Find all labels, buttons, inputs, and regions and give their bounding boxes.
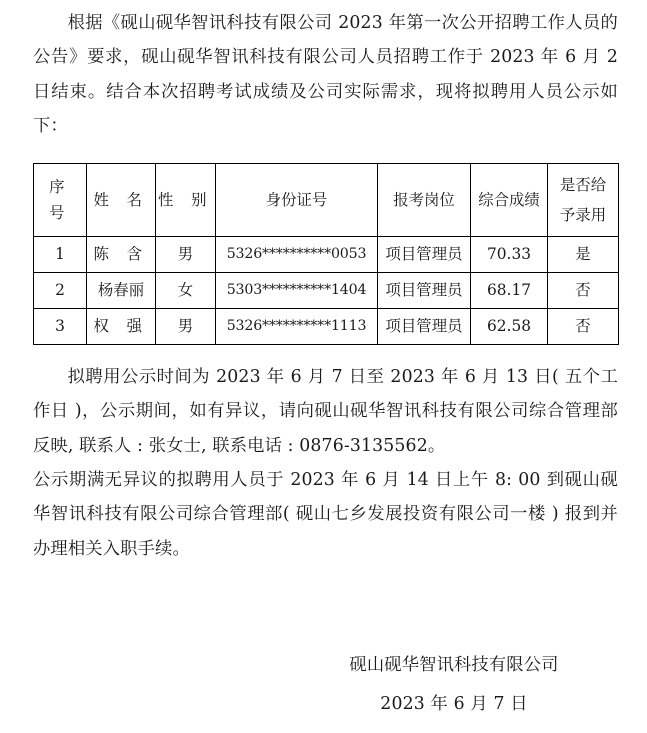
signature-organization: 砚山砚华智讯科技有限公司 — [349, 655, 559, 675]
cell-score: 62.58 — [471, 309, 548, 345]
cell-name: 陈 含 — [87, 237, 156, 273]
cell-post: 项目管理员 — [378, 237, 471, 273]
cell-seq: 1 — [34, 237, 87, 273]
cell-score: 70.33 — [471, 237, 548, 273]
table-header-row — [34, 164, 619, 237]
reporting-instructions-paragraph: 公示期满无异议的拟聘用人员于 2023 年 6 月 14 日上午 8: 00 到砚山砚华智讯科技有限公司综合管理部( 砚山七乡发展投资有限公司一楼 ) 报到并办理相关入职手续。 — [33, 470, 618, 559]
cell-gender: 男 — [156, 309, 216, 345]
notice-period-paragraph: 拟聘用公示时间为 2023 年 6 月 7 日至 2023 年 6 月 13 日( 五个工作日 )，公示期间，如有异议，请向砚山砚华智讯科技有限公司综合管理部反映, 联系人 : 张女士, 联系电话 : 0876-3135562。 — [33, 367, 618, 456]
candidates-table — [33, 163, 619, 345]
cell-name: 杨春丽 — [87, 273, 156, 309]
signature-date: 2023 年 6 月 7 日 — [380, 694, 528, 714]
cell-hire: 否 — [548, 309, 619, 345]
cell-gender: 女 — [156, 273, 216, 309]
intro-paragraph: 根据《砚山砚华智讯科技有限公司 2023 年第一次公开招聘工作人员的公告》要求，砚山砚华智讯科技有限公司人员招聘工作于 2023 年 6 月 2 日结束。结合本次招聘考试成绩及公司实际需求，现将拟聘用人员公示如下： — [33, 13, 618, 137]
cell-id-number: 5326**********1113 — [216, 309, 378, 345]
cell-post: 项目管理员 — [378, 309, 471, 345]
cell-id-number: 5326**********0053 — [216, 237, 378, 273]
table-row — [34, 237, 619, 273]
column-header-hire — [548, 164, 619, 237]
cell-hire: 否 — [548, 273, 619, 309]
column-header-id-number: 身份证号 — [216, 164, 378, 237]
column-header-post: 报考岗位 — [378, 164, 471, 237]
cell-seq: 3 — [34, 309, 87, 345]
cell-post: 项目管理员 — [378, 273, 471, 309]
column-header-hire-line1: 是否给 — [559, 176, 607, 194]
table-row — [34, 309, 619, 345]
column-header-name: 姓 名 — [87, 164, 156, 237]
cell-hire: 是 — [548, 237, 619, 273]
column-header-score: 综合成绩 — [471, 164, 548, 237]
candidates-table-wrapper — [33, 163, 618, 345]
table-row — [34, 273, 619, 309]
cell-gender: 男 — [156, 237, 216, 273]
cell-id-number: 5303**********1404 — [216, 273, 378, 309]
cell-seq: 2 — [34, 273, 87, 309]
cell-score: 68.17 — [471, 273, 548, 309]
cell-name: 权 强 — [87, 309, 156, 345]
column-header-hire-line2: 予录用 — [559, 206, 607, 224]
column-header-seq: 序 号 — [34, 164, 87, 237]
column-header-gender: 性 别 — [156, 164, 216, 237]
